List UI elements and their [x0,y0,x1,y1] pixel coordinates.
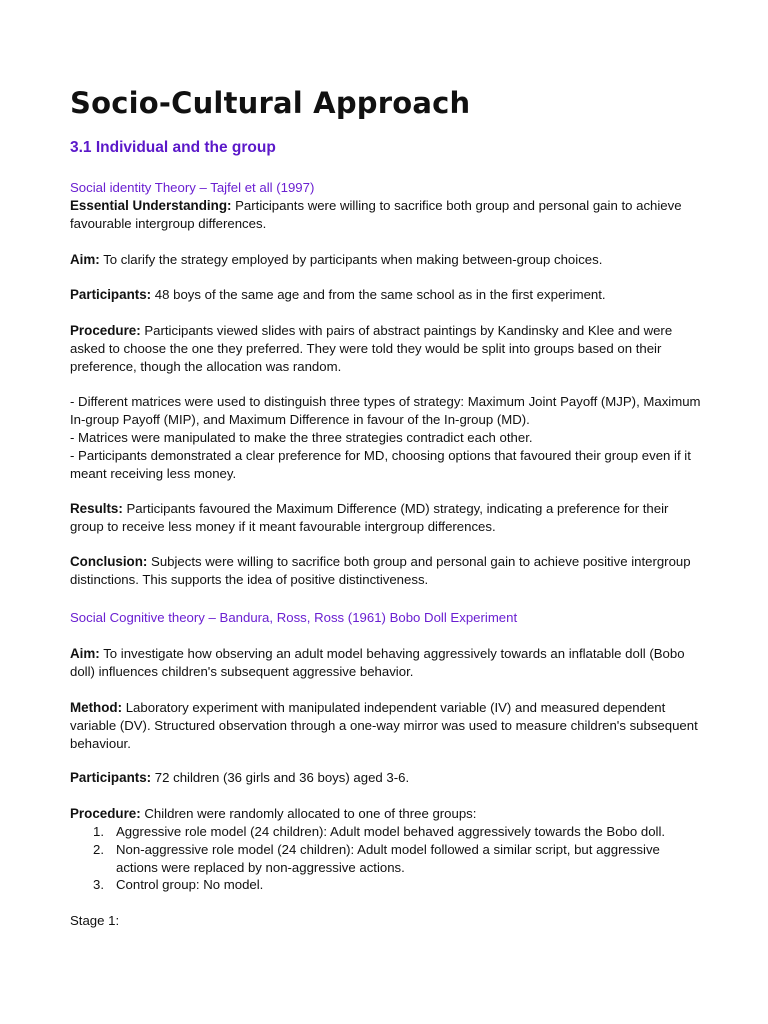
participants-text: 48 boys of the same age and from the same school as in the first experiment. [151,287,606,302]
method-label: Method: [70,700,123,715]
list-text: Non-aggressive role model (24 children): Adult model followed a similar script, but aggressive actions were replaced by non-aggressive actions. [116,841,660,875]
list-number: 2. [93,841,104,857]
list-text: Aggressive role model (24 children): Adult model behaved aggressively towards the Bobo doll. [116,824,666,839]
procedure-text: Children were randomly allocated to one of three groups: [140,806,477,821]
aim-label: Aim: [70,646,100,661]
section-heading: 3.1 Individual and the group [70,139,276,156]
essential-label: Essential Understanding: [70,198,232,213]
aim-text: To investigate how observing an adult model behaving aggressively towards an inflatable doll (Bobo doll) influences children's subsequent aggressive behavior. [70,646,685,679]
procedure-label: Procedure: [70,323,141,338]
aim-text: To clarify the strategy employed by participants when making between-group choices. [99,252,603,267]
study2-heading: Social Cognitive theory – Bandura, Ross, Ross (1961) Bobo Doll Experiment [70,610,518,625]
procedure-label: Procedure: [70,806,141,821]
study1-participants [70,286,702,304]
list-item [70,876,702,894]
results-label: Results: [70,501,123,516]
list-item [70,823,702,841]
participants-label: Participants: [70,770,152,785]
conclusion-text: Subjects were willing to sacrifice both group and personal gain to achieve positive intergroup distinctions. This supports the idea of positive distinctiveness. [70,554,691,587]
page-title: Socio-Cultural Approach [70,86,471,120]
study1-bullet-1: - Different matrices were used to distinguish three types of strategy: Maximum Joint Payoff (MJP), Maximum In-group Payoff (MIP), and Maximum Difference in favour of the In-group (MD). [70,394,701,427]
study2-groups-list [70,823,702,894]
list-text: Control group: No model. [116,877,264,893]
study2-aim [70,645,702,681]
study1-procedure [70,322,702,375]
participants-text: 72 children (36 girls and 36 boys) aged 3-6. [151,770,410,785]
method-text: Laboratory experiment with manipulated independent variable (IV) and measured dependent variable (DV). Structured observation through a one-way mirror was used to measure children's subsequent behaviour. [70,700,698,751]
study1-aim [70,251,702,269]
list-number: 1. [93,824,104,839]
study2-method [70,699,702,752]
list-number: 3. [93,877,104,893]
essential-text: Participants were willing to sacrifice both group and personal gain to achieve favourable intergroup differences. [70,198,682,231]
participants-label: Participants: [70,287,152,302]
study2-participants [70,769,702,787]
study2-procedure [70,805,702,823]
study1-results [70,500,702,536]
stage-label: Stage 1: [70,913,120,928]
procedure-text: Participants viewed slides with pairs of abstract paintings by Kandinsky and Klee and were asked to choose the one they preferred. They were told they would be split into groups based on their preference, though the allocation was random. [70,323,673,374]
study1-essential-understanding [70,197,702,233]
study1-heading: Social identity Theory – Tajfel et all (1997) [70,180,315,195]
conclusion-label: Conclusion: [70,554,148,569]
aim-label: Aim: [70,252,100,267]
study1-bullet-2: - Matrices were manipulated to make the three strategies contradict each other. [70,430,533,445]
study1-conclusion [70,553,702,589]
results-text: Participants favoured the Maximum Difference (MD) strategy, indicating a preference for their group to receive less money if it meant favourable intergroup differences. [70,501,669,534]
study1-bullet-3: - Participants demonstrated a clear preference for MD, choosing options that favoured their group even if it meant receiving less money. [70,448,691,481]
list-item [70,841,702,877]
